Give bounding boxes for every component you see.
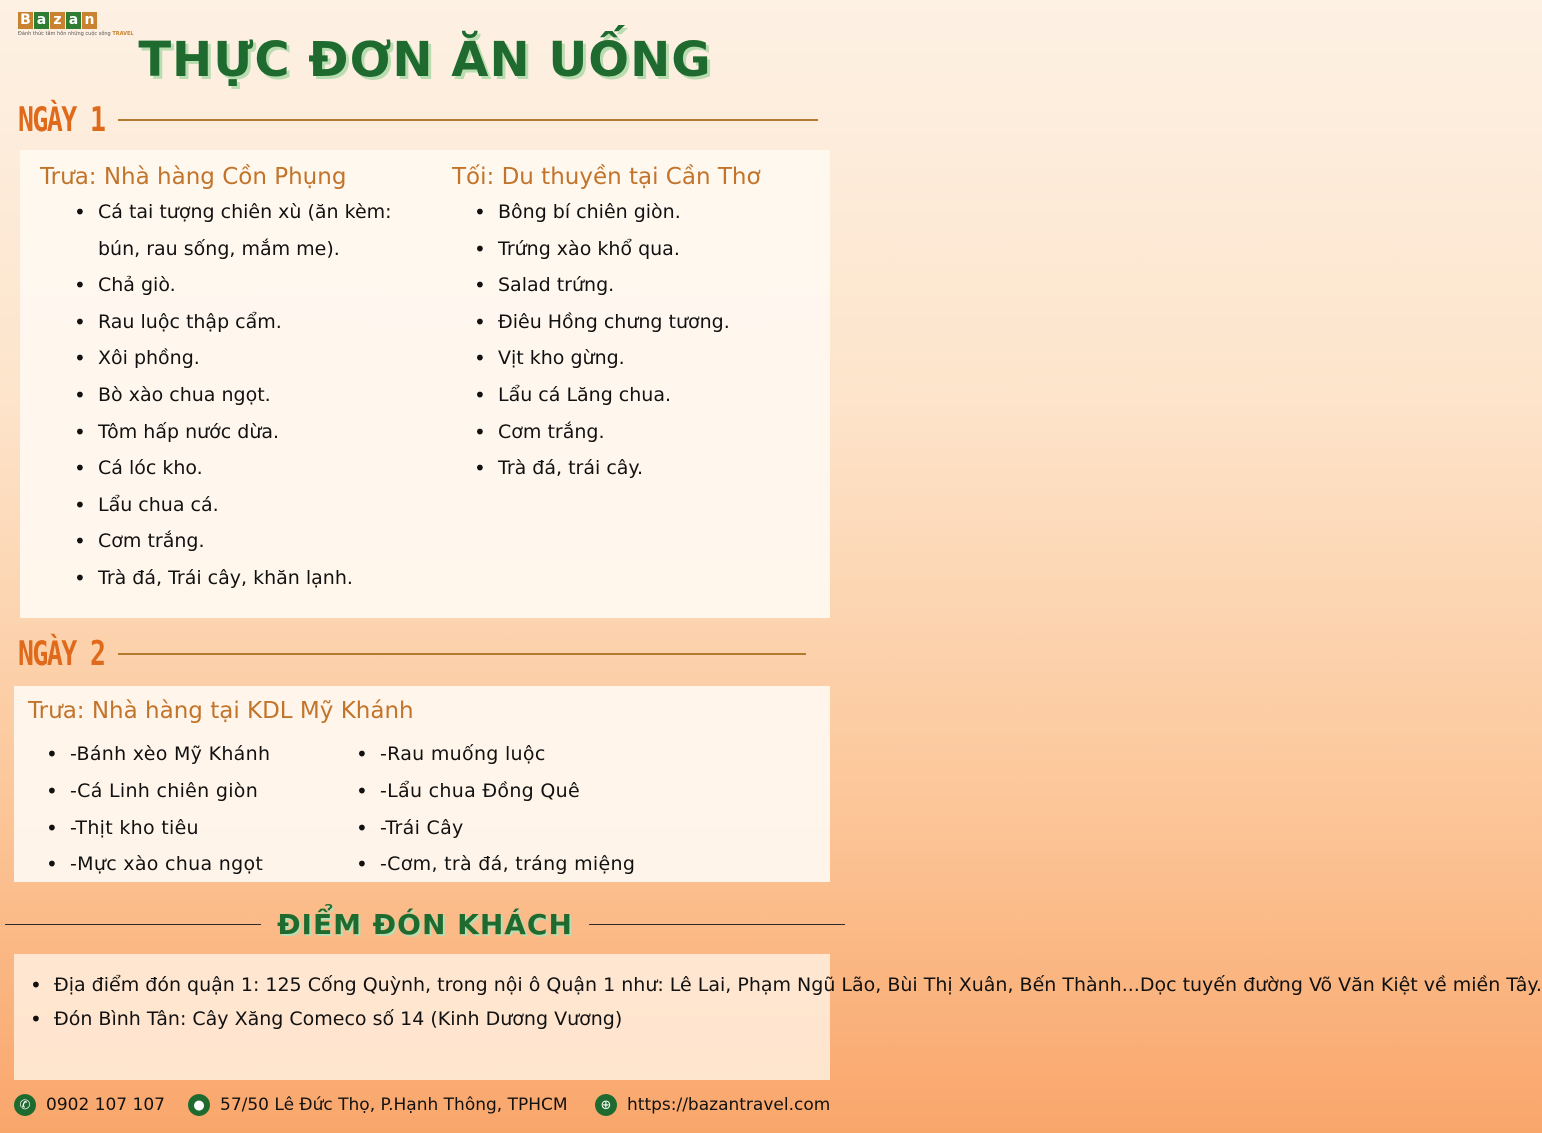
list-item: • -Cơm, trà đá, tráng miệng <box>354 846 635 883</box>
list-item-continuation: bún, rau sống, mắm me). <box>98 237 340 260</box>
day1-dinner-heading: Tối: Du thuyền tại Cần Thơ <box>452 164 761 190</box>
list-item: • Trứng xào khổ qua. <box>472 231 761 268</box>
page-title: THỰC ĐƠN ĂN UỐNG <box>138 32 712 88</box>
list-item: • Cơm trắng. <box>72 523 392 560</box>
phone-icon: ✆ <box>14 1094 36 1116</box>
phone-number: 0902 107 107 <box>46 1095 165 1115</box>
list-item: • Cá lóc kho. <box>72 450 392 487</box>
logo-small-text: TRAVEL <box>112 31 134 37</box>
globe-icon: ⊕ <box>595 1094 617 1116</box>
list-item: • Lẩu chua cá. <box>72 487 392 524</box>
day2-label: NGÀY 2 <box>18 634 105 674</box>
list-item: • -Rau muống luộc <box>354 736 635 773</box>
day1-lunch-section <box>40 164 392 597</box>
list-item: • -Mực xào chua ngọt <box>44 846 270 883</box>
day1-dinner-list <box>472 194 761 487</box>
pickup-item: • Đón Bình Tân: Cây Xăng Comeco số 14 (Kinh Dương Vương) <box>28 1002 798 1036</box>
logo-letter: B <box>18 12 33 29</box>
list-item: • Vịt kho gừng. <box>472 340 761 377</box>
footer-address <box>188 1094 568 1116</box>
pickup-header <box>0 908 850 941</box>
list-item: • Trà đá, Trái cây, khăn lạnh. <box>72 560 392 597</box>
pickup-title: ĐIỂM ĐÓN KHÁCH <box>277 908 573 941</box>
list-item: • -Bánh xèo Mỹ Khánh <box>44 736 270 773</box>
logo-letter: a <box>34 12 49 29</box>
website-link[interactable]: https://bazantravel.com <box>627 1095 831 1115</box>
day1-dinner-section <box>452 164 761 487</box>
day1-lunch-list <box>72 194 392 597</box>
list-item: • Cơm trắng. <box>472 414 761 451</box>
footer-phone[interactable] <box>14 1094 165 1116</box>
day2-header <box>18 634 806 674</box>
list-item: • Salad trứng. <box>472 267 761 304</box>
list-item: • Trà đá, trái cây. <box>472 450 761 487</box>
list-item: • Bò xào chua ngọt. <box>72 377 392 414</box>
footer-website[interactable] <box>595 1094 830 1116</box>
pickup-list <box>28 968 1542 1036</box>
day2-list-col2 <box>354 736 635 883</box>
list-item: • Xôi phồng. <box>72 340 392 377</box>
logo-letter: z <box>50 12 65 29</box>
list-item: • -Thịt kho tiêu <box>44 810 270 847</box>
day1-divider <box>118 119 818 121</box>
day1-header <box>18 100 818 140</box>
logo-letter: n <box>82 12 97 29</box>
day2-divider <box>118 653 806 655</box>
list-item: • Chả giò. <box>72 267 392 304</box>
day1-menu-card <box>20 150 830 618</box>
day2-lunch-heading: Trưa: Nhà hàng tại KDL Mỹ Khánh <box>28 698 414 724</box>
list-item: • Tôm hấp nước dừa. <box>72 414 392 451</box>
list-item: • -Trái Cây <box>354 810 635 847</box>
address-text: 57/50 Lê Đức Thọ, P.Hạnh Thông, TPHCM <box>220 1095 568 1115</box>
list-item: • Điêu Hồng chưng tương. <box>472 304 761 341</box>
logo-tagline: Đánh thức tâm hồn những cuộc sống <box>18 31 111 37</box>
footer <box>0 1094 850 1124</box>
day1-label: NGÀY 1 <box>18 100 105 140</box>
list-item: • Lẩu cá Lăng chua. <box>472 377 761 414</box>
list-item: • Cá tai tượng chiên xù (ăn kèm: <box>72 194 392 231</box>
location-pin-icon: ● <box>188 1094 210 1116</box>
pickup-rule-left <box>5 924 261 926</box>
day1-lunch-heading: Trưa: Nhà hàng Cồn Phụng <box>40 164 347 190</box>
list-item: • -Lẩu chua Đồng Quê <box>354 773 635 810</box>
day2-menu-card <box>14 686 830 882</box>
list-item: • Rau luộc thập cẩm. <box>72 304 392 341</box>
pickup-rule-right <box>589 924 845 926</box>
logo-letter: a <box>66 12 81 29</box>
list-item: • -Cá Linh chiên giòn <box>44 773 270 810</box>
pickup-item: • Địa điểm đón quận 1: 125 Cống Quỳnh, trong nội ô Quận 1 như: Lê Lai, Phạm Ngũ Lão, Bùi Thị Xuân, Bến Thành...Dọc tuyến đường Võ Văn Kiệt về miền Tây. <box>28 968 798 1002</box>
list-item: • Bông bí chiên giòn. <box>472 194 761 231</box>
pickup-card <box>14 954 1542 1080</box>
logo-letters <box>18 12 108 29</box>
day2-list-col1 <box>44 736 270 883</box>
